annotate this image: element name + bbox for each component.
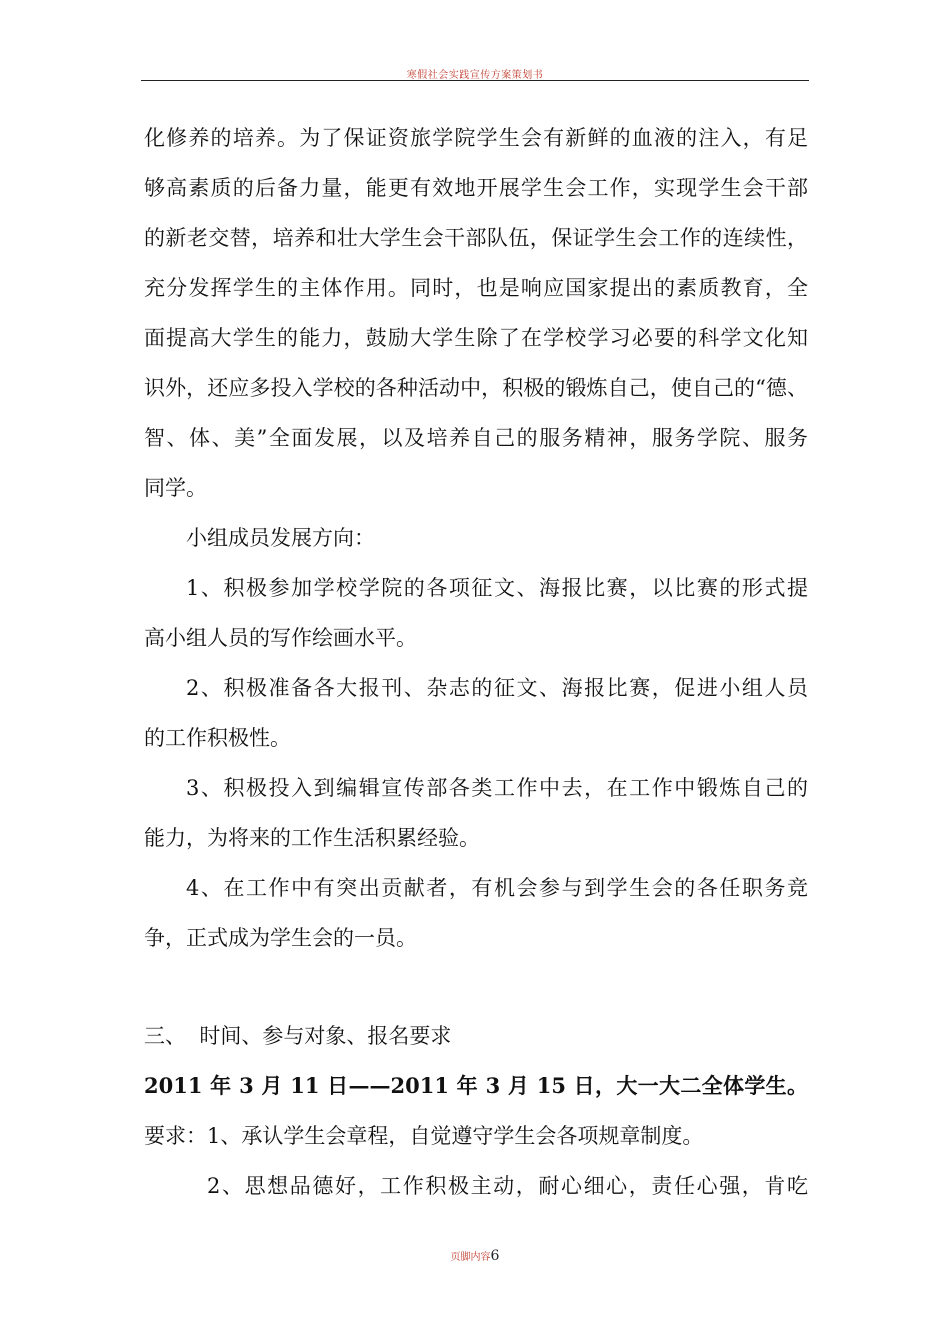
paragraph-line: 的新老交替，培养和壮大学生会干部队伍，保证学生会工作的连续性， <box>144 226 808 250</box>
list-item-4-cont: 争，正式成为学生会的一员。 <box>144 926 417 950</box>
paragraph-line: 面提高大学生的能力，鼓励大学生除了在学校学习必要的科学文化知 <box>144 326 808 350</box>
list-item-2: 2、积极准备各大报刊、杂志的征文、海报比赛，促进小组人员 <box>186 676 808 700</box>
section-heading-3: 三、 时间、参与对象、报名要求 <box>144 1024 452 1048</box>
list-item-4: 4、在工作中有突出贡献者，有机会参与到学生会的各任职务竞 <box>186 876 808 900</box>
list-item-1: 1、积极参加学校学院的各项征文、海报比赛，以比赛的形式提 <box>186 576 808 600</box>
page-number: 6 <box>490 1248 500 1264</box>
page-footer <box>0 1245 950 1264</box>
date-range-line: 2011 年 3 月 11 日——2011 年 3 月 15 日，大一大二全体学生。 <box>144 1073 808 1098</box>
section-subheading: 小组成员发展方向： <box>186 526 375 550</box>
paragraph-line: 够高素质的后备力量，能更有效地开展学生会工作，实现学生会干部 <box>144 176 808 200</box>
footer-label: 页脚内容 <box>450 1252 491 1263</box>
list-item-1-cont: 高小组人员的写作绘画水平。 <box>144 626 417 650</box>
requirements-line: 要求：1、承认学生会章程，自觉遵守学生会各项规章制度。 <box>144 1124 704 1148</box>
paragraph-line: 识外，还应多投入学校的各种活动中，积极的锻炼自己，使自己的“德、 <box>144 376 808 400</box>
paragraph-line: 智、体、美”全面发展，以及培养自己的服务精神，服务学院、服务 <box>144 426 808 450</box>
paragraph-line: 充分发挥学生的主体作用。同时，也是响应国家提出的素质教育，全 <box>144 276 808 300</box>
list-item-3-cont: 能力，为将来的工作生活积累经验。 <box>144 826 480 850</box>
header-rule <box>141 80 809 81</box>
paragraph-line: 同学。 <box>144 476 207 500</box>
requirements-item-2: 2、思想品德好，工作积极主动，耐心细心，责任心强，肯吃 <box>207 1174 808 1198</box>
list-item-2-cont: 的工作积极性。 <box>144 726 291 750</box>
list-item-3: 3、积极投入到编辑宣传部各类工作中去，在工作中锻炼自己的 <box>186 776 808 800</box>
paragraph-line: 化修养的培养。为了保证资旅学院学生会有新鲜的血液的注入，有足 <box>144 126 808 150</box>
page-header-title: 寒假社会实践宣传方案策划书 <box>406 70 544 81</box>
